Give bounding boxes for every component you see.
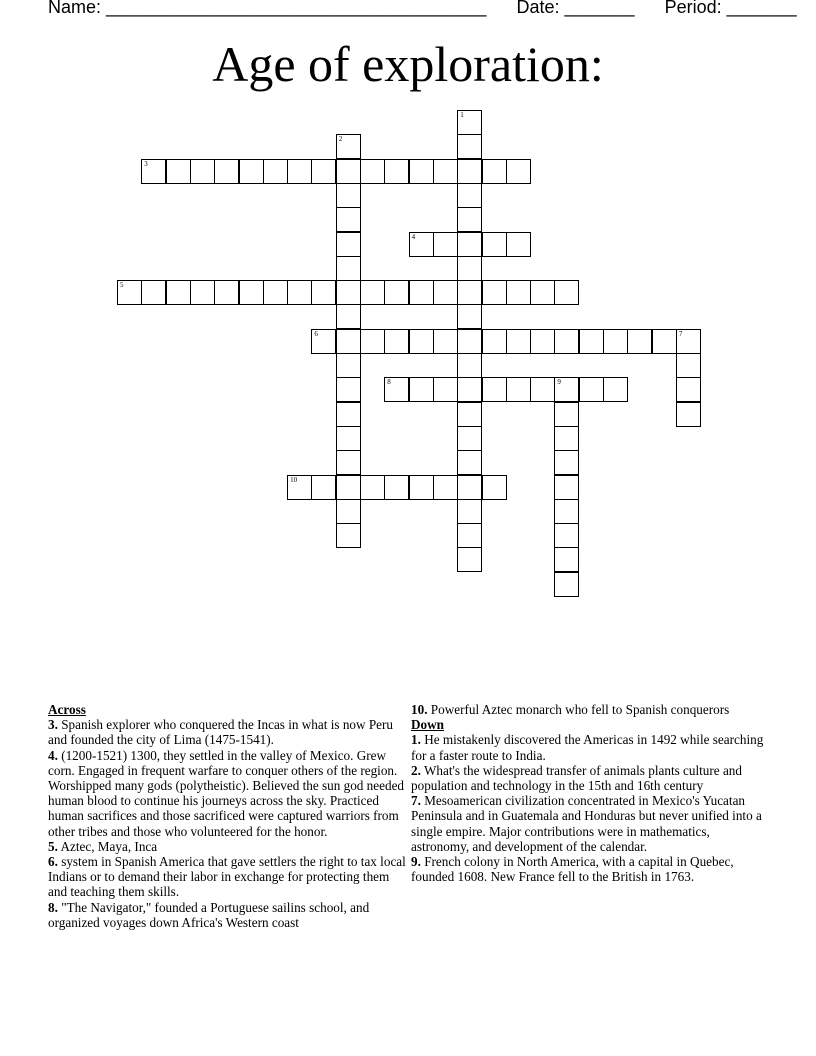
across-heading: Across (48, 702, 86, 717)
grid-cell[interactable] (433, 475, 458, 500)
cell-number: 9 (557, 378, 561, 387)
grid-cell[interactable] (409, 232, 434, 257)
grid-cell[interactable] (117, 280, 142, 305)
grid-cell[interactable] (554, 450, 579, 475)
grid-cell[interactable] (554, 475, 579, 500)
grid-cell[interactable] (409, 280, 434, 305)
period-field[interactable]: Period: _______ (664, 0, 797, 17)
grid-cell[interactable] (336, 207, 361, 232)
grid-cell[interactable] (457, 159, 482, 184)
date-field[interactable]: Date: _______ (516, 0, 635, 17)
grid-cell[interactable] (336, 256, 361, 281)
grid-cell[interactable] (409, 377, 434, 402)
clues-left-column (48, 702, 410, 930)
grid-cell[interactable] (506, 377, 531, 402)
clue-number: 3. (48, 717, 58, 733)
clue-down-7 (411, 793, 771, 854)
grid-cell[interactable] (457, 499, 482, 524)
grid-cell[interactable] (336, 426, 361, 451)
clue-number: 10. (411, 702, 428, 717)
grid-cell[interactable] (506, 280, 531, 305)
grid-cell[interactable] (530, 280, 555, 305)
cell-number: 3 (144, 159, 148, 168)
clue-number: 5. (48, 838, 58, 854)
grid-cell[interactable] (457, 353, 482, 378)
grid-cell[interactable] (554, 377, 579, 402)
grid-cell[interactable] (482, 475, 507, 500)
grid-cell[interactable] (336, 134, 361, 159)
cell-number: 6 (314, 329, 318, 338)
clue-number: 6. (48, 854, 58, 870)
grid-cell[interactable] (603, 329, 628, 354)
cell-number: 8 (387, 378, 391, 387)
grid-cell[interactable] (554, 280, 579, 305)
grid-cell[interactable] (360, 475, 385, 500)
grid-cell[interactable] (457, 547, 482, 572)
grid-cell[interactable] (336, 523, 361, 548)
grid-cell[interactable] (214, 280, 239, 305)
grid-cell[interactable] (506, 232, 531, 257)
grid-cell[interactable] (457, 426, 482, 451)
clue-text: Spanish explorer who conquered the Incas in what is now Peru and founded the city of Lima (1475-1541). (48, 717, 393, 748)
cell-number: 7 (678, 329, 683, 338)
grid-cell[interactable] (554, 499, 579, 524)
grid-cell[interactable] (311, 475, 336, 500)
grid-cell[interactable] (506, 159, 531, 184)
grid-cell[interactable] (336, 499, 361, 524)
cell-number: 5 (120, 281, 124, 290)
clue-text: system in Spanish America that gave settlers the right to tax local Indians or to demand their labor in exchange for protecting them and teaching them skills. (48, 854, 406, 900)
clues-right-column (411, 702, 771, 884)
grid-cell[interactable] (239, 159, 264, 184)
grid-cell[interactable] (336, 377, 361, 402)
grid-cell[interactable] (482, 159, 507, 184)
grid-cell[interactable] (409, 329, 434, 354)
clue-text: Powerful Aztec monarch who fell to Spanish conquerors (430, 702, 730, 717)
cell-number: 1 (460, 111, 464, 119)
clue-text: Aztec, Maya, Inca (60, 838, 158, 854)
grid-cell[interactable] (336, 232, 361, 257)
clue-text: (1200-1521) 1300, they settled in the valley of Mexico. Grew corn. Engaged in frequent warfare to conquer others of the region. Worshipped many gods (polytheistic). Believed the sun god needed human blood to continue his journeys across the sky. Practiced human sacrifices and those sacrificed were captured warriors from other tribes and those who volunteered for the honor. (48, 747, 405, 839)
grid-cell[interactable] (579, 377, 604, 402)
grid-cell[interactable] (554, 523, 579, 548)
grid-cell[interactable] (433, 232, 458, 257)
grid-cell[interactable] (263, 280, 288, 305)
grid-cell[interactable] (311, 329, 336, 354)
grid-cell[interactable] (506, 329, 531, 354)
clue-across-3 (48, 717, 410, 747)
grid-cell[interactable] (457, 377, 482, 402)
grid-cell[interactable] (627, 329, 652, 354)
grid-cell[interactable] (482, 377, 507, 402)
grid-cell[interactable] (457, 475, 482, 500)
grid-cell[interactable] (336, 402, 361, 427)
grid-cell[interactable] (336, 304, 361, 329)
grid-cell[interactable] (336, 183, 361, 208)
page-title: Age of exploration: (212, 36, 604, 92)
clue-text: He mistakenly discovered the Americas in 1492 while searching for a faster route to India. (411, 732, 764, 763)
clue-text: What's the widespread transfer of animals plants culture and population and technology in the 15th and 16th century (411, 762, 742, 794)
grid-cell[interactable] (554, 572, 579, 597)
clue-number: 4. (48, 747, 58, 763)
grid-cell[interactable] (336, 353, 361, 378)
grid-cell[interactable] (457, 110, 482, 135)
grid-cell[interactable] (166, 280, 191, 305)
grid-cell[interactable] (554, 426, 579, 451)
grid-cell[interactable] (457, 207, 482, 232)
grid-cell[interactable] (141, 280, 166, 305)
cell-number: 2 (338, 135, 343, 144)
grid-cell[interactable] (311, 280, 336, 305)
grid-cell[interactable] (141, 159, 166, 184)
clue-across-6 (48, 854, 410, 900)
grid-cell[interactable] (384, 159, 409, 184)
clue-number: 8. (48, 899, 58, 915)
grid-cell[interactable] (676, 377, 701, 402)
clue-across-5 (48, 839, 410, 854)
grid-cell[interactable] (457, 329, 482, 354)
grid-cell[interactable] (603, 377, 628, 402)
grid-cell[interactable] (409, 475, 434, 500)
cell-number: 10 (290, 475, 298, 484)
clue-across-4 (48, 748, 410, 839)
grid-cell[interactable] (530, 329, 555, 354)
clue-down-9 (411, 854, 771, 884)
clue-down-1 (411, 732, 771, 762)
grid-cell[interactable] (457, 402, 482, 427)
grid-cell[interactable] (457, 450, 482, 475)
clue-number: 1. (411, 732, 421, 748)
grid-cell[interactable] (287, 280, 312, 305)
grid-cell[interactable] (457, 232, 482, 257)
down-heading: Down (411, 717, 444, 733)
grid-cell[interactable] (457, 304, 482, 329)
grid-cell[interactable] (190, 159, 215, 184)
grid-cell[interactable] (311, 159, 336, 184)
grid-cell[interactable] (530, 377, 555, 402)
grid-cell[interactable] (652, 329, 677, 354)
clue-down-2 (411, 763, 771, 793)
grid-cell[interactable] (457, 134, 482, 159)
grid-cell[interactable] (336, 329, 361, 354)
grid-cell[interactable] (433, 280, 458, 305)
grid-cell[interactable] (457, 523, 482, 548)
grid-cell[interactable] (433, 377, 458, 402)
clue-number: 2. (411, 762, 421, 778)
grid-cell[interactable] (360, 329, 385, 354)
clue-across-8 (48, 900, 410, 930)
grid-cell[interactable] (457, 256, 482, 281)
grid-cell[interactable] (676, 329, 701, 354)
grid-cell[interactable] (457, 280, 482, 305)
grid-cell[interactable] (384, 280, 409, 305)
grid-cell[interactable] (554, 402, 579, 427)
cell-number: 4 (411, 232, 416, 241)
grid-cell[interactable] (287, 475, 312, 500)
grid-cell[interactable] (579, 329, 604, 354)
grid-cell[interactable] (336, 450, 361, 475)
grid-cell[interactable] (360, 280, 385, 305)
grid-cell[interactable] (433, 329, 458, 354)
grid-cell[interactable] (263, 159, 288, 184)
grid-cell[interactable] (239, 280, 264, 305)
grid-cell[interactable] (482, 280, 507, 305)
clue-number: 7. (411, 793, 421, 809)
grid-cell[interactable] (384, 377, 409, 402)
grid-cell[interactable] (554, 329, 579, 354)
clue-text: "The Navigator," founded a Portuguese sailins school, and organized voyages down Africa's Western coast (48, 899, 370, 930)
grid-cell[interactable] (336, 280, 361, 305)
grid-cell[interactable] (166, 159, 191, 184)
grid-cell[interactable] (482, 232, 507, 257)
grid-cell[interactable] (287, 159, 312, 184)
grid-cell[interactable] (676, 402, 701, 427)
grid-cell[interactable] (554, 547, 579, 572)
grid-cell[interactable] (336, 475, 361, 500)
name-field[interactable]: Name: ______________________________________ (48, 0, 487, 17)
grid-cell[interactable] (676, 353, 701, 378)
grid-cell[interactable] (214, 159, 239, 184)
clue-text: Mesoamerican civilization concentrated in Mexico's Yucatan Peninsula and in Guatemala and Honduras but never unified into a single empire. Major contributions were in mathematics, astronomy, and development of the calendar. (411, 793, 762, 854)
grid-cell[interactable] (336, 159, 361, 184)
clue-across-10 (411, 702, 771, 717)
grid-cell[interactable] (457, 183, 482, 208)
clue-text: French colony in North America, with a capital in Quebec, founded 1608. New France fell to the British in 1763. (411, 854, 734, 885)
clue-number: 9. (411, 854, 421, 870)
grid-cell[interactable] (433, 159, 458, 184)
grid-cell[interactable] (384, 475, 409, 500)
grid-cell[interactable] (384, 329, 409, 354)
grid-cell[interactable] (482, 329, 507, 354)
grid-cell[interactable] (360, 159, 385, 184)
grid-cell[interactable] (190, 280, 215, 305)
grid-cell[interactable] (409, 159, 434, 184)
